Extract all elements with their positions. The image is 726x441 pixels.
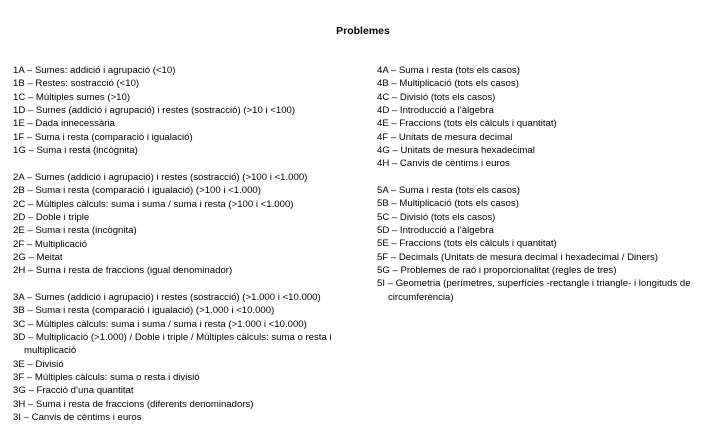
list-item-3g: 3G – Fracció d’una quantitat (13, 385, 134, 397)
list-item-4h: 4H – Canvis de cèntims i euros (377, 158, 510, 170)
list-item-2d: 2D – Doble i triple (13, 212, 90, 224)
list-item-2h: 2H – Suma i resta de fraccions (igual denominador) (13, 265, 233, 277)
left-column-group-2 (13, 171, 363, 278)
list-item-5i: 5I – Geometria (perímetres, superfícies -rectangle i triangle- i longituds de circumferència) (377, 278, 691, 303)
right-column-group-5 (377, 184, 717, 304)
list-item-1c: 1C – Múltiples sumes (>10) (13, 91, 131, 103)
group-3-list (13, 291, 363, 424)
list-item-4c: 4C – Divisió (tots els casos) (377, 91, 496, 103)
list-item-5e: 5E – Fraccions (tots els càlculs i quantitat) (377, 238, 557, 250)
group-4-list (377, 64, 717, 171)
list-item-2e: 2E – Suma i resta (incògnita) (13, 225, 137, 237)
group-1-list (13, 64, 363, 157)
list-item-5d: 5D – Introducció a l’àlgebra (377, 225, 494, 237)
list-item-1a: 1A – Sumes: addició i agrupació (<10) (13, 65, 176, 76)
list-item-3h: 3H – Suma i resta de fraccions (diferents denominadors) (13, 398, 254, 410)
list-item-4g: 4G – Unitats de mesura hexadecimal (377, 145, 535, 157)
list-item-3i: 3I – Canvis de cèntims i euros (13, 412, 142, 424)
list-item-4e: 4E – Fraccions (tots els càlculs i quantitat) (377, 118, 557, 130)
right-column (377, 64, 717, 171)
list-item-1g: 1G – Suma i resta (incògnita) (13, 145, 138, 157)
list-item-4a: 4A – Suma i resta (tots els casos) (377, 65, 520, 76)
list-item-3c: 3C – Múltiples càlculs: suma i suma / suma i resta (>1.000 i <10.000) (13, 318, 307, 330)
list-item-5a: 5A – Suma i resta (tots els casos) (377, 185, 520, 196)
page-title: Problemes (336, 25, 390, 37)
list-item-2a: 2A – Sumes (addició i agrupació) i restes (sostracció) (>100 i <1.000) (13, 172, 308, 183)
list-item-5b: 5B – Multiplicació (tots els casos) (377, 198, 519, 210)
left-column (13, 64, 363, 157)
list-item-2f: 2F – Multiplicació (13, 238, 88, 250)
list-item-3f: 3F – Múltiples càlculs: suma o resta i divisió (13, 372, 200, 384)
list-item-5g: 5G – Problemes de raó i proporcionalitat (regles de tres) (377, 265, 617, 277)
list-item-3b: 3B – Suma i resta (comparació i igualació) (>1.000 i <10.000) (13, 305, 275, 317)
list-item-2c: 2C – Múltiples càlculs: suma i suma / suma i resta (>100 i <1.000) (13, 198, 294, 210)
list-item-1f: 1F – Suma i resta (comparació i igualació) (13, 131, 193, 143)
list-item-2g: 2G – Meitat (13, 252, 63, 264)
group-2-list (13, 171, 363, 278)
list-item-4d: 4D – Introducció a l’àlgebra (377, 105, 494, 117)
list-item-5f: 5F – Decimals (Unitats de mesura decimal i hexadecimal / Diners) (377, 251, 658, 263)
left-column-group-3 (13, 291, 363, 424)
list-item-3a: 3A – Sumes (addició i agrupació) i restes (sostracció) (>1.000 i <10.000) (13, 292, 321, 303)
group-5-list (377, 184, 717, 304)
list-item-4b: 4B – Multiplicació (tots els casos) (377, 78, 519, 90)
list-item-2b: 2B – Suma i resta (comparació i igualació) (>100 i <1.000) (13, 185, 261, 197)
list-item-1e: 1E – Dada innecessària (13, 118, 115, 130)
list-item-4f: 4F – Unitats de mesura decimal (377, 131, 513, 143)
list-item-3e: 3E – Divisió (13, 358, 64, 370)
list-item-1d: 1D – Sumes (addició i agrupació) i restes (sostracció) (>10 i <100) (13, 105, 296, 117)
list-item-1b: 1B – Restes: sostracció (<10) (13, 78, 140, 90)
list-item-5c: 5C – Divisió (tots els casos) (377, 211, 496, 223)
list-item-3d: 3D – Multiplicació (>1.000) / Doble i triple / Múltiples càlculs: suma o resta i multiplicació (13, 332, 332, 357)
